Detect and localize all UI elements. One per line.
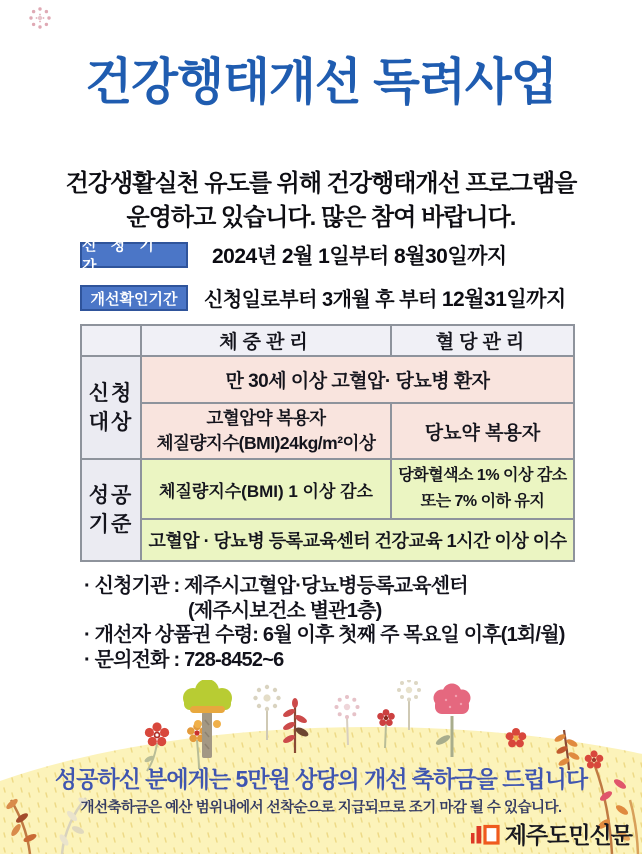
apply-target-row1	[81, 356, 574, 403]
success-education-cell: 고혈압 · 당뇨병 등록교육센터 건강교육 1시간 이상 이수	[141, 519, 574, 561]
application-period-row	[80, 237, 507, 275]
confirmation-period-text-emph: 12월31일까지	[441, 288, 566, 311]
apply-blood-cell: 당뇨약 복용자	[391, 403, 574, 459]
info-line-voucher: · 개선자 상품권 수령: 6월 이후 첫째 주 목요일 이후(1회/월)	[84, 624, 565, 646]
success-weight-cell: 체질량지수(BMI) 1 이상 감소	[141, 459, 391, 519]
corner-cell	[81, 325, 141, 356]
info-line-location: (제주시보건소 별관1층)	[188, 599, 382, 622]
apply-target-row2	[81, 403, 574, 459]
banner-main-text: 성공하신 분에게는 5만원 상당의 개선 축하금을 드립니다	[54, 766, 588, 792]
apply-target-label: 신청 대상	[81, 356, 141, 459]
apply-target-all-cell: 만 30세 이상 고혈압· 당뇨병 환자	[141, 356, 574, 403]
dandelion-icon	[26, 4, 54, 32]
flower-dandelion-white-2	[397, 680, 421, 730]
apply-weight-cell: 고혈압약 복용자 체질량지수(BMI)24kg/m²이상	[141, 403, 391, 459]
contact-info	[84, 574, 565, 672]
success-blood-cell: 당화혈색소 1% 이상 감소 또는 7% 이하 유지	[391, 459, 574, 519]
col-header-weight: 체중관리	[141, 325, 391, 356]
publisher-name: 제주도민신문	[504, 822, 632, 848]
confirmation-period-text	[204, 283, 566, 313]
banner-sub-text: 개선축하금은 예산 범위내에서 선착순으로 지급되므로 조기 마감 될 수 있습니다.	[80, 800, 562, 816]
publisher-logo	[470, 817, 632, 850]
confirmation-period-text-normal: 신청일로부터 3개월 후 부터	[204, 289, 442, 311]
subtitle-line2: 운영하고 있습니다. 많은 참여 바랍니다.	[126, 204, 516, 231]
success-criteria-label: 성공 기준	[81, 459, 141, 561]
info-line-agency: · 신청기관 : 제주시고혈압·당뇨병등록교육센터	[84, 575, 468, 597]
success-criteria-row2	[81, 519, 574, 561]
confirmation-period-badge: 개선확인기간	[80, 285, 188, 311]
col-header-blood: 혈당관리	[391, 325, 574, 356]
bottom-banner	[0, 680, 642, 854]
info-line-phone: · 문의전화 : 728-8452~6	[84, 648, 284, 671]
subtitle-line1: 건강생활실천 유도를 위해 건강행태개선 프로그램을	[65, 170, 577, 197]
success-criteria-row1	[81, 459, 574, 519]
confirmation-period-row	[80, 283, 566, 313]
table-header-row	[81, 325, 574, 356]
criteria-table	[80, 324, 575, 562]
page-title: 건강행태개선 독려사업	[85, 54, 557, 110]
application-period-text: 2024년 2월 1일부터 8월30일까지	[212, 245, 507, 268]
application-period-badge: 신 청 기 간	[80, 242, 188, 268]
newspaper-logo-icon	[470, 822, 500, 846]
subtitle	[0, 167, 642, 235]
